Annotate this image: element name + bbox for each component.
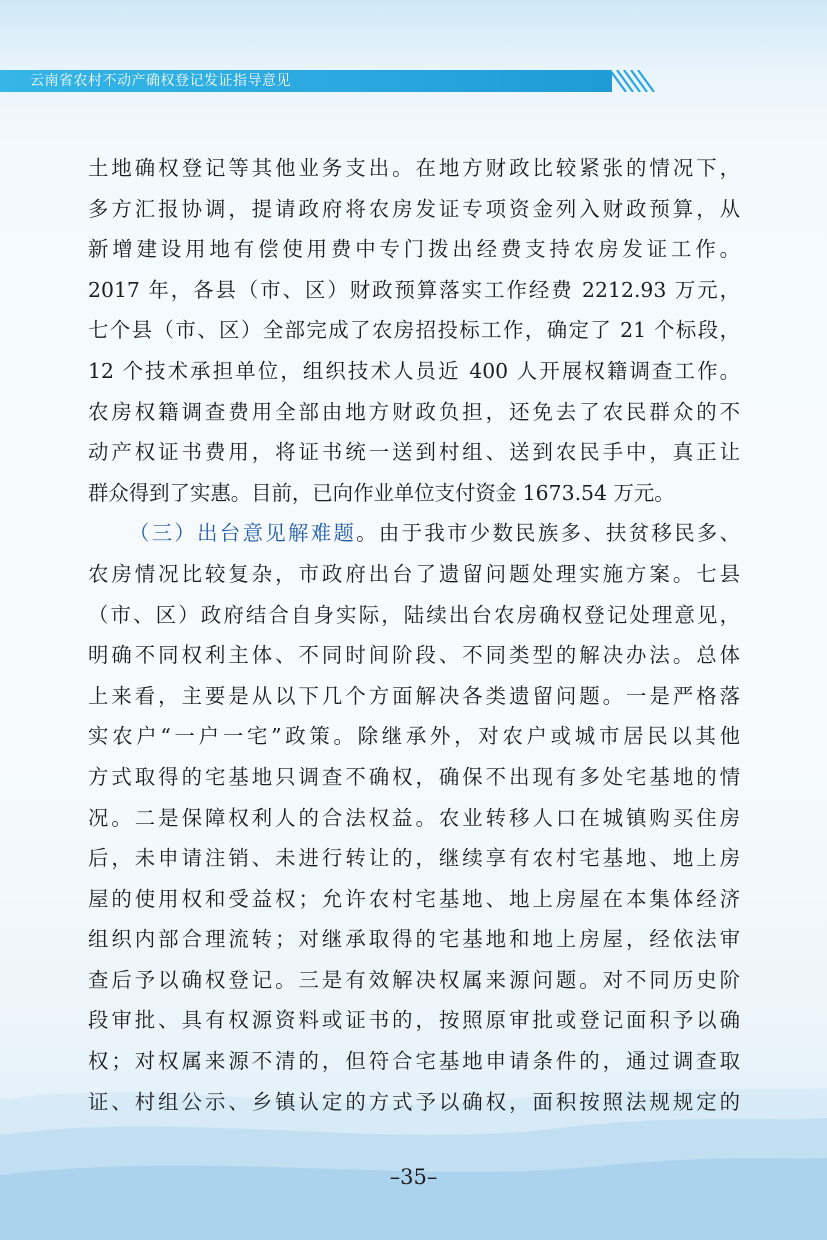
section-first-line [88, 513, 740, 554]
text-line: 七个县（市、区）全部完成了农房招投标工作，确定了 21 个标段， [88, 318, 740, 343]
text-line: 动产权证书费用，将证书统一送到村组、送到农民手中，真正让 [88, 440, 740, 465]
running-header-title: 云南省农村不动产确权登记发证指导意见 [30, 73, 291, 89]
text-line: 农房权籍调查费用全部由地方财政负担，还免去了农民群众的不 [88, 399, 740, 424]
text-line: 新增建设用地有偿使用费中专门拨出经费支持农房发证工作。 [88, 237, 740, 262]
text-line: 段审批、具有权源资料或证书的，按照原审批或登记面积予以确 [88, 1008, 740, 1033]
text-line: 查后予以确权登记。三是有效解决权属来源问题。对不同历史阶 [88, 967, 740, 992]
text-line: 况。二是保障权利人的合法权益。农业转移人口在城镇购买住房 [88, 805, 740, 830]
body-text [88, 148, 740, 1122]
text-line: 群众得到了实惠。目前，已向作业单位支付资金 1673.54 万元。 [88, 480, 675, 505]
text-line: 12 个技术承担单位，组织技术人员近 400 人开展权籍调查工作。 [88, 358, 740, 383]
section-first-line-text: 。由于我市少数民族多、扶贫移民多、 [356, 521, 741, 546]
text-line: 土地确权登记等其他业务支出。在地方财政比较紧张的情况下， [88, 156, 740, 180]
text-line: （市、区）政府结合自身实际，陆续出台农房确权登记处理意见， [88, 602, 740, 627]
text-line: 后，未申请注销、未进行转让的，继续享有农村宅基地、地上房 [88, 846, 740, 871]
paragraph-1 [88, 148, 740, 513]
header-stripes-decoration [608, 70, 656, 92]
section-heading: （三）出台意见解难题 [129, 521, 357, 546]
text-line: 明确不同权利主体、不同时间阶段、不同类型的解决办法。总体 [88, 643, 740, 668]
text-line: 实农户“一户一宅”政策。除继承外，对农户或城市居民以其他 [88, 724, 740, 749]
text-line: 组织内部合理流转；对继承取得的宅基地和地上房屋，经依法审 [88, 927, 740, 952]
text-line: 上来看，主要是从以下几个方面解决各类遗留问题。一是严格落 [88, 683, 740, 708]
text-line: 2017 年，各县（市、区）财政预算落实工作经费 2212.93 万元， [88, 277, 740, 302]
text-line: 方式取得的宅基地只调查不确权，确保不出现有多处宅基地的情 [88, 764, 740, 789]
text-line: 农房情况比较复杂，市政府出台了遗留问题处理实施方案。七县 [88, 561, 740, 586]
paragraph-2 [88, 513, 740, 1122]
text-line: 多方汇报协调，提请政府将农房发证专项资金列入财政预算，从 [88, 196, 740, 221]
text-line: 权；对权属来源不清的，但符合宅基地申请条件的，通过调查取 [88, 1049, 740, 1074]
text-line: 屋的使用权和受益权；允许农村宅基地、地上房屋在本集体经济 [88, 886, 740, 911]
text-line: 证、村组公示、乡镇认定的方式予以确权，面积按照法规规定的 [88, 1089, 740, 1114]
page-number: –35– [389, 1165, 438, 1189]
